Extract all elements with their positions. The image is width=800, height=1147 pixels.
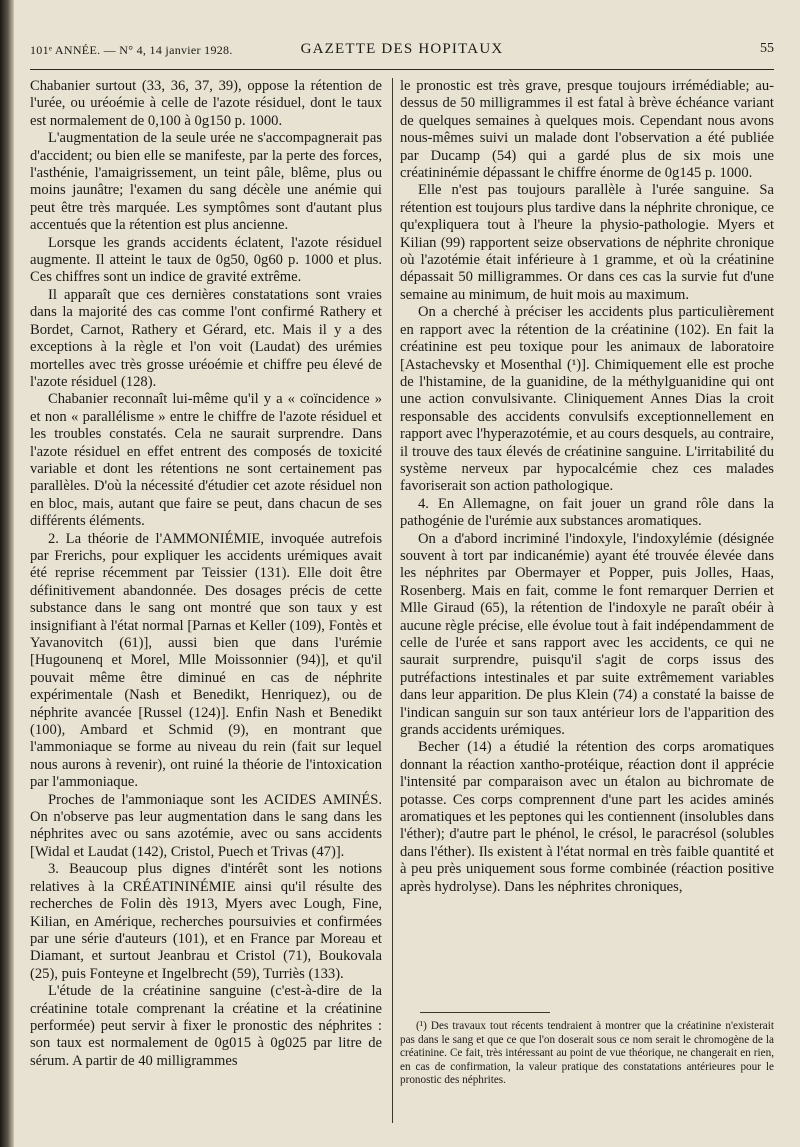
right-column	[400, 78, 774, 896]
binding-edge	[0, 0, 14, 1147]
footnote-text: (¹) Des travaux tout récents tendraient à montrer que la créatinine n'existerait pas dans le sang et que ce que l'on doserait sous ce nom serait le chromogène de la créatinine. Ce fait, très intéressant au point de vue théorique, ne changerait en rien, en cas de confirmation, la valeur pratique des constatations antérieures pour le pronostic des néphrites.	[400, 1020, 774, 1087]
paragraph: Proches de l'ammoniaque sont les ACIDES AMINÉS. On n'observe pas leur augmentation dans le sang dans les néphrites avec ou sans azotémie, avec ou sans accidents [Widal et Laudat (142), Cristol, Puech et Trivas (47)].	[30, 791, 382, 860]
issue-info: 101ᵉ ANNÉE. — N° 4, 14 janvier 1928.	[30, 43, 233, 57]
footnote-rule	[420, 1012, 550, 1013]
paragraph: 4. En Allemagne, on fait jouer un grand rôle dans la pathogénie de l'urémie aux substances aromatiques.	[400, 495, 774, 530]
paragraph: 2. La théorie de l'AMMONIÉMIE, invoquée autrefois par Frerichs, pour expliquer les accidents urémiques avait été reprise récemment par Teissier (131). Elle doit être définitivement abandonnée. Des dosages précis de cette substance dans le sang ont montré que son taux y est insignifiant à l'état normal [Parnas et Keller (109), Fontès et Yavanovitch (61)], aussi bien que dans l'urémie [Hugounenq et Morel, Mlle Moissonnier (94)], et qu'il pouvait même être diminué en cas de néphrite expérimentale (Nash et Benedikt, Henriquez), ou de néphrite avancée [Russel (124)]. Enfin Nash et Benedikt (100), Ambard et Schmid (9), en montrant que l'ammoniaque se forme au niveau du rein (fait sur lequel nous aurons à revenir), ont ruiné la théorie de l'intoxication par l'ammoniaque.	[30, 530, 382, 791]
column-divider	[392, 78, 393, 1123]
paragraph: Elle n'est pas toujours parallèle à l'urée sanguine. Sa rétention est toujours plus tardive dans la néphrite chronique, ce qu'expliquera tout à l'heure la physio-pathologie. Myers et Kilian (99) rapportent seize observations de néphrite chronique où l'azotémie était inférieure à 1 gramme, et où la créatinine dépassait 50 milligrammes. Or dans ces cas la survie fut d'une semaine au minimum, de huit mois au maximum.	[400, 182, 774, 303]
paragraph: Il apparaît que ces dernières constatations sont vraies dans la majorité des cas comme l'ont confirmé Rathery et Bordet, Carnot, Rathery et Gérard, etc. Mais il y a des exceptions à la règle et l'on voit (Laudat) des urémies mortelles avec très grosse uréoémie et chiffre peu élevé de l'azote résiduel (128).	[30, 286, 382, 390]
paragraph: L'augmentation de la seule urée ne s'accompagnerait pas d'accident; ou bien elle se manifeste, par la perte des forces, l'asthénie, l'amaigrissement, un teint pâle, blême, plus ou moins jaunâtre; l'examen du sang décèle une anémie qui peut être très marquée. Les symptômes sont d'autant plus accentués que la rétention est plus ancienne.	[30, 130, 382, 234]
paragraph: Lorsque les grands accidents éclatent, l'azote résiduel augmente. Il atteint le taux de 0g50, 0g60 p. 1000 et plus. Ces chiffres sont un indice de gravité extrême.	[30, 234, 382, 286]
paragraph: Chabanier reconnaît lui-même qu'il y a « coïncidence » et non « parallélisme » entre le chiffre de l'azote résiduel et les troubles constatés. Cela ne saurait surprendre. Dans l'azote résiduel en effet entrent des composés de toxicité variable et dont les rétentions ne sont certainement pas parallèles. D'où la nécessité d'étudier cet azote résiduel non en bloc, mais, autant que faire se peut, dans chacun de ses différents éléments.	[30, 391, 382, 530]
footnote	[400, 1020, 774, 1088]
header-rule	[30, 69, 774, 70]
journal-title: GAZETTE DES HOPITAUX	[300, 41, 504, 57]
page-header	[30, 40, 774, 62]
paragraph: On a d'abord incriminé l'indoxyle, l'indoxylémie (désignée souvent à tort par indicanémie) ayant été trouvée élevée dans les néphrites par Obermayer et Popper, puis Jolles, Haas, Rosenberg. Mais en fait, comme le font remarquer Derrien et Mlle Giraud (65), la rétention de l'indoxyle ne paraît obéir à aucune règle précise, elle évolue tout à fait indépendamment de celle de l'urée et sans rapport avec les accidents, ce qui ne saurait surprendre, puisqu'il s'agit de corps issus des putréfactions intestinales et par suite extrêmement variables dans leur apparition. De plus Klein (74) a constaté la baisse de l'indican sanguin sur son taux antérieur lors de l'apparition des grands accidents urémiques.	[400, 530, 774, 739]
paragraph: le pronostic est très grave, presque toujours irrémédiable; au-dessus de 50 milligrammes il est fatal à brève échéance variant de quelques semaines à quelques mois. Cependant nous avons nous-mêmes suivi un malade dont l'observation a été publiée par Ducamp (54) qui a gardé plus de six mois une créatininémie dépassant le chiffre énorme de 0g145 p. 1000.	[400, 78, 774, 182]
page-number: 55	[760, 41, 774, 56]
paragraph: On a cherché à préciser les accidents plus particulièrement en rapport avec la rétention de la créatinine (102). En fait la créatinine est peu toxique pour les animaux de laboratoire [Astachevsky et Mosenthal (¹)]. Chimiquement elle est proche de l'histamine, de la guanidine, de la méthylguanidine qui ont une action convulsivante. Cliniquement Annes Dias la croit responsable des accidents convulsifs exceptionnellement en rapport avec l'hyperazotémie, et au cours desquels, au contraire, il trouve des taux élevés de créatinine sanguine. L'irritabilité du système nerveux par hypocalcémie chez ces malades favoriserait son action pathologique.	[400, 304, 774, 495]
paragraph: L'étude de la créatinine sanguine (c'est-à-dire de la créatinine totale comprenant la créatine et la créatinine performée) peut servir à fixer le pronostic des néphrites : son taux est normalement de 0g015 à 0g025 par litre de sérum. A partir de 40 milligrammes	[30, 983, 382, 1069]
paragraph: Becher (14) a étudié la rétention des corps aromatiques donnant la réaction xantho-protéique, réaction dont il apprécie l'intensité par comparaison avec un étalon au bichromate de potasse. Ces corps comprennent d'une part les acides aminés aromatiques et les peptones qui les contiennent (insolubles dans l'éther); d'autre part le phénol, le crésol, le paracrésol (solubles dans l'éther). Ils existent à l'état normal en très faible quantité et à peu près uniquement sous forme combinée (réaction positive après hydrolyse). Dans les néphrites chroniques,	[400, 739, 774, 895]
left-column	[30, 78, 382, 1070]
paragraph: Chabanier surtout (33, 36, 37, 39), oppose la rétention de l'urée, ou uréoémie à celle de l'azote résiduel, dont le taux est normalement de 0,100 à 0g150 p. 1000.	[30, 78, 382, 129]
paragraph: 3. Beaucoup plus dignes d'intérêt sont les notions relatives à la CRÉATININÉMIE ainsi qu'il résulte des recherches de Folin dès 1913, Myers avec Lough, Fine, Kilian, en Amérique, recherches poursuivies et confirmées par une série d'auteurs (101), et en France par Moreau et Diamant, et surtout Jeanbrau et Cristol (71), Boukovala (25), puis Fonteyne et Ingelbrecht (59), Turriès (133).	[30, 861, 382, 982]
